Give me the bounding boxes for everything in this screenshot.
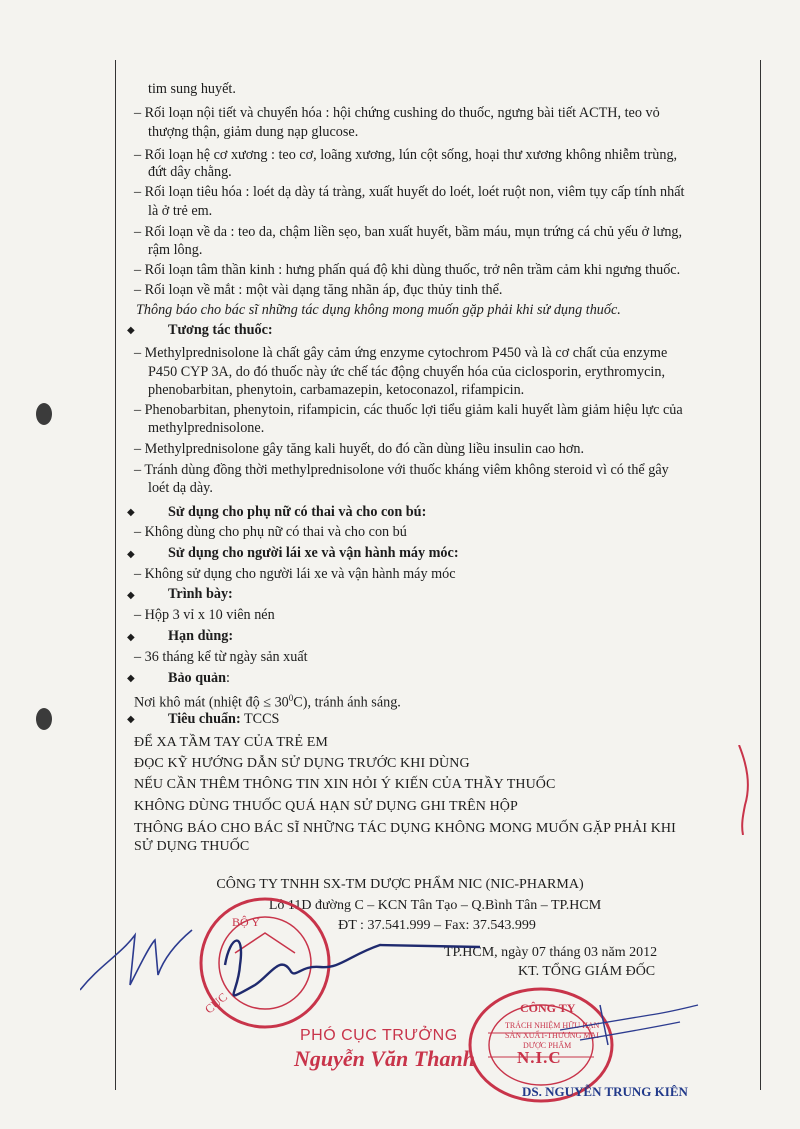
body-line: rậm lông.: [148, 242, 203, 258]
warning-line: ĐỂ XA TẦM TAY CỦA TRẺ EM: [134, 735, 328, 750]
warning-line: SỬ DỤNG THUỐC: [134, 839, 250, 854]
body-line: – Rối loạn về mắt : một vài dạng tăng nhãn áp, đục thủy tinh thể.: [134, 282, 503, 298]
body-line: – Phenobarbitan, phenytoin, rifampicin, các thuốc lợi tiểu giảm kali huyết làm giảm hiệu lực của: [134, 402, 683, 418]
storage-text: Nơi khô mát (nhiệt độ ≤ $30^0C$), tránh ánh sáng.: [134, 693, 401, 711]
body-line: phenobarbitan, phenytoin, carbamazepin, ketoconazol, rifampicin.: [148, 382, 525, 398]
body-line: – Rối loạn hệ cơ xương : teo cơ, loãng xương, lún cột sống, hoại thư xương không nhiễm trùng,: [134, 147, 678, 163]
body-line: P450 CYP 3A, do đó thuốc này ức chế tác động chuyển hóa của ciclosporin, erythromycin,: [148, 364, 666, 380]
warning-line: KHÔNG DÙNG THUỐC QUÁ HẠN SỬ DỤNG GHI TRÊN HỘP: [134, 799, 518, 814]
warning-line: ĐỌC KỸ HƯỚNG DẪN SỬ DỤNG TRƯỚC KHI DÙNG: [134, 756, 470, 771]
stamp-letter-decoration: CỤC: [202, 989, 230, 1017]
date-line: TP.HCM, ngày 07 tháng 03 năm 2012: [444, 945, 658, 960]
bullet-diamond-icon: ◆: [127, 673, 135, 684]
bullet-diamond-icon: ◆: [127, 325, 135, 336]
body-line: – Methylprednisolone gây tăng kali huyết, do đó cần dùng liều insulin cao hơn.: [134, 441, 584, 457]
warning-line: THÔNG BÁO CHO BÁC SĨ NHỮNG TÁC DỤNG KHÔNG MONG MUỐN GẶP PHẢI KHI: [134, 821, 676, 836]
section-title-presentation: Trình bày:: [168, 586, 233, 602]
signatory-title: KT. TỔNG GIÁM ĐỐC: [518, 964, 656, 979]
bullet-diamond-icon: ◆: [127, 590, 135, 601]
body-line: methylprednisolone.: [148, 420, 265, 436]
bullet-diamond-icon: ◆: [127, 632, 135, 643]
stamp-company-brand: N.I.C: [517, 1048, 562, 1067]
body-line: – Không dùng cho phụ nữ có thai và cho con bú: [134, 524, 407, 540]
body-line: là ở trẻ em.: [148, 203, 213, 219]
signature-scribble-icon: [80, 925, 480, 1015]
body-line: – Rối loạn về da : teo da, chậm liền sẹo, ban xuất huyết, bầm máu, mụn trứng cá chủ yếu ở lưng,: [134, 224, 683, 240]
body-line: đứt dây chằng.: [148, 164, 232, 180]
bullet-diamond-icon: ◆: [127, 549, 135, 560]
company-phone: ĐT : 37.541.999 – Fax: 37.543.999: [338, 918, 536, 933]
notice-line: Thông báo cho bác sĩ những tác dụng không mong muốn gặp phải khi sử dụng thuốc.: [136, 302, 621, 318]
body-line: – 36 tháng kể từ ngày sản xuất: [134, 649, 308, 665]
punch-hole-top: [36, 403, 52, 425]
official-name: Nguyễn Văn Thanh: [294, 1046, 475, 1071]
body-line: – Hộp 3 vỉ x 10 viên nén: [134, 607, 275, 623]
body-line: – Methylprednisolone là chất gây cảm ứng enzyme cytochrom P450 và là cơ chất của enzyme: [134, 345, 668, 361]
signatory-name: DS. NGUYỄN TRUNG KIÊN: [522, 1084, 688, 1099]
section-title-driving: Sử dụng cho người lái xe và vận hành máy móc:: [168, 545, 459, 561]
section-title-standard: Tiêu chuẩn: TCCS: [168, 711, 280, 727]
section-title-interactions: Tương tác thuốc:: [168, 322, 273, 338]
body-line: – Không sử dụng cho người lái xe và vận hành máy móc: [134, 566, 456, 582]
official-title: PHÓ CỤC TRƯỞNG: [300, 1027, 458, 1044]
stamp-letter-decoration: BỘ Y: [232, 915, 260, 929]
body-line: tim sung huyết.: [148, 81, 236, 97]
stamp-company-line3: DƯỢC PHẨM: [523, 1041, 572, 1050]
bullet-diamond-icon: ◆: [127, 507, 135, 518]
edge-mark-icon: [735, 745, 755, 835]
section-title-expiry: Hạn dùng:: [168, 628, 234, 644]
warning-line: NẾU CẦN THÊM THÔNG TIN XIN HỎI Ý KIẾN CỦA THẦY THUỐC: [134, 777, 556, 792]
body-line: – Rối loạn nội tiết và chuyển hóa : hội chứng cushing do thuốc, ngưng bài tiết ACTH, teo vỏ: [134, 105, 660, 121]
company-name: CÔNG TY TNHH SX-TM DƯỢC PHẨM NIC (NIC-PHARMA): [216, 877, 584, 892]
director-signature-icon: [560, 1000, 700, 1050]
stamp-company-line2: SẢN XUẤT-THƯƠNG MẠI: [505, 1031, 599, 1040]
body-line: loét dạ dày.: [148, 480, 213, 496]
body-line: – Rối loạn tâm thần kinh : hưng phấn quá độ khi dùng thuốc, trở nên trầm cảm khi ngưng thuốc.: [134, 262, 681, 278]
body-line: – Rối loạn tiêu hóa : loét dạ dày tá tràng, xuất huyết do loét, loét ruột non, viêm tụy cấp tính nhất: [134, 184, 685, 200]
bullet-diamond-icon: ◆: [127, 714, 135, 725]
section-title-pregnancy: Sử dụng cho phụ nữ có thai và cho con bú:: [168, 504, 427, 520]
stamp-company-top: CÔNG TY: [520, 1001, 576, 1015]
body-line: thượng thận, giảm dung nạp glucose.: [148, 124, 359, 140]
body-line: – Tránh dùng đồng thời methylprednisolone với thuốc kháng viêm không steroid vì có thể gây: [134, 462, 669, 478]
punch-hole-bottom: [36, 708, 52, 730]
company-address: Lô 11D đường C – KCN Tân Tạo – Q.Bình Tân – TP.HCM: [268, 898, 602, 913]
section-title-storage: Bảo quản:: [168, 670, 230, 686]
stamp-company-line1: TRÁCH NHIỆM HỮU HẠN: [505, 1021, 600, 1030]
